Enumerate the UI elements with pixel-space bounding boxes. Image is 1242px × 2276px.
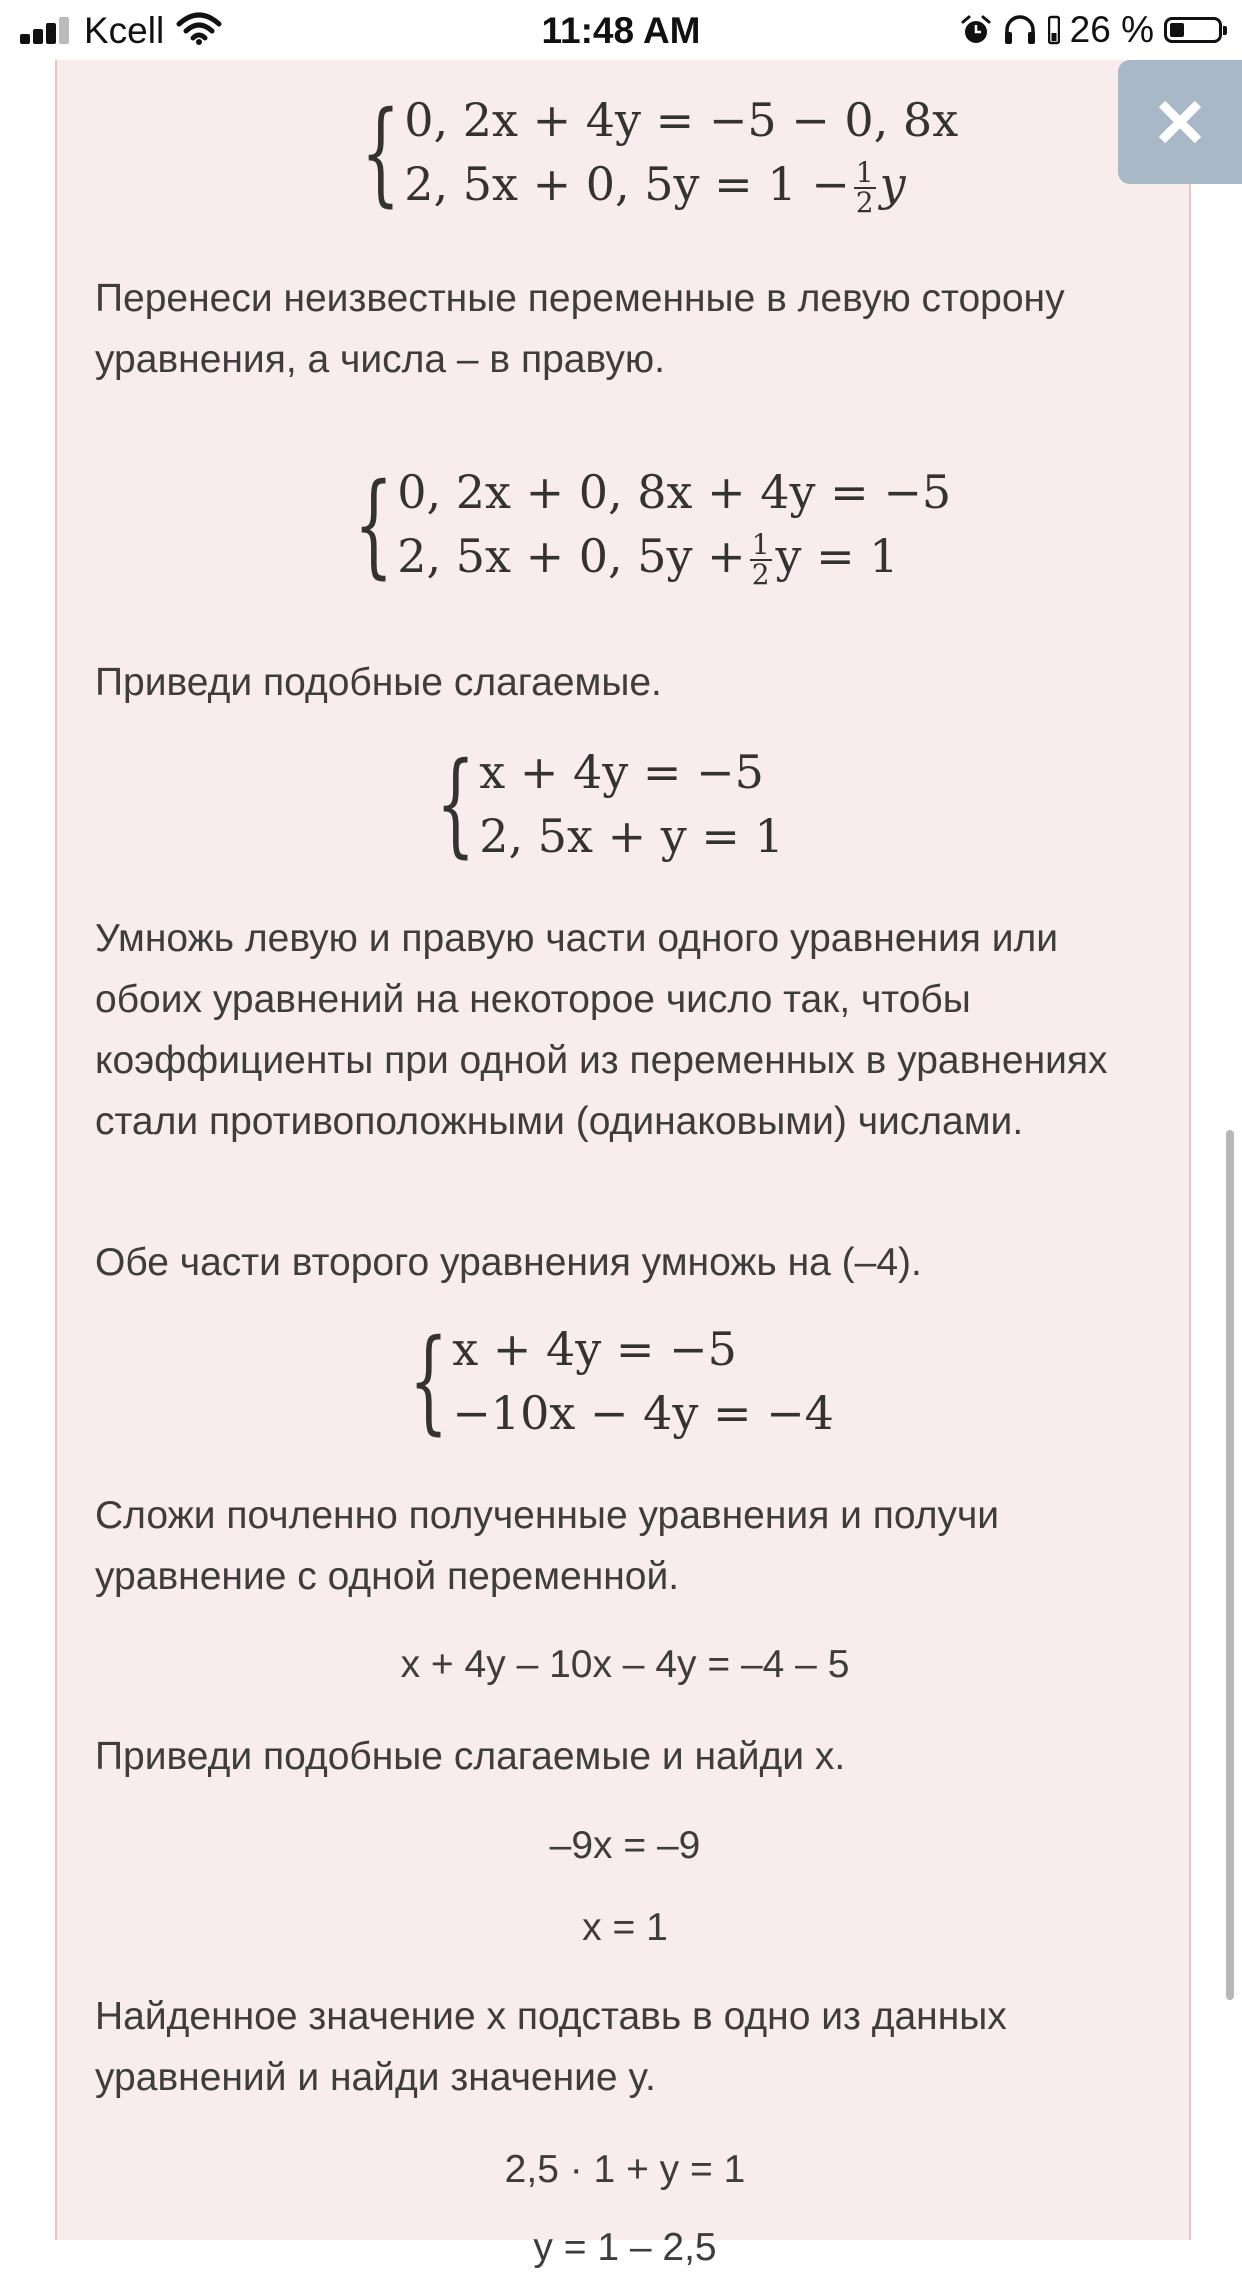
step-1-text: Перенеси неизвестные переменные в левую сторону уравнения, а числа – в правую. (95, 277, 1065, 381)
brace: { (409, 1316, 449, 1446)
battery-icon (1164, 17, 1222, 43)
brace: { (361, 87, 401, 218)
scrollbar[interactable] (1226, 1130, 1234, 2000)
brace: { (436, 739, 476, 869)
system-4-eq1: x + 4y = −5 (452, 1322, 737, 1376)
equation-d: y = 1 – 2,5 (533, 2226, 717, 2269)
clock: 11:48 AM (541, 10, 701, 51)
equation-b: x = 1 (582, 1906, 668, 1949)
system-3-eq2: 2, 5x + y = 1 (479, 809, 784, 863)
system-2-eq1: 0, 2x + 0, 8x + 4y = −5 (397, 465, 952, 519)
equation-c: 2,5 · 1 + y = 1 (504, 2148, 746, 2191)
status-indicators (960, 10, 1222, 50)
system-4-eq2: −10x − 4y = −4 (452, 1386, 834, 1440)
brace: { (354, 459, 394, 590)
step-7-text: Найденное значение x подставь в одно из данных уравнений и найди значение y. (95, 1995, 1007, 2099)
system-1-eq2: 2, 5x + 0, 5y = 1 − $\frac{1}{2}$ y (404, 156, 906, 219)
step-6-text: Приведи подобные слагаемые и найди x. (95, 1735, 846, 1778)
system-2 (338, 460, 951, 589)
equation-sum: x + 4y – 10x – 4y = –4 – 5 (400, 1643, 850, 1686)
system-1-eq1: 0, 2x + 4y = −5 − 0, 8x (404, 93, 959, 147)
step-2-text: Приведи подобные слагаемые. (95, 661, 662, 704)
system-2-eq2: 2, 5x + 0, 5y + $\frac{1}{2}$ y = 1 (397, 528, 899, 591)
step-5-text: Сложи почленно полученные уравнения и получи уравнение с одной переменной. (95, 1494, 1000, 1598)
status-bar (0, 0, 1242, 60)
system-3 (420, 740, 784, 868)
headphones-icon (1002, 14, 1038, 46)
close-button[interactable] (1118, 60, 1242, 184)
carrier-name: Kcell (84, 10, 165, 51)
step-4-text: Обе части второго уравнения умножь на (–4). (95, 1241, 922, 1284)
system-4 (393, 1317, 834, 1445)
system-1 (345, 88, 958, 217)
step-3-text: Умножь левую и правую части одного уравнения или обоих уравнений на некоторое число так, чтобы коэффициенты при одной из переменных в уравнениях стали противоположными (одинаковыми) числами. (95, 917, 1108, 1143)
battery-bolt-icon (1048, 15, 1060, 45)
system-3-eq1: x + 4y = −5 (479, 745, 764, 799)
battery-percent: 26 % (1069, 9, 1154, 50)
alarm-icon (960, 14, 992, 46)
equation-a: –9x = –9 (549, 1824, 701, 1867)
close-icon (1156, 98, 1204, 146)
